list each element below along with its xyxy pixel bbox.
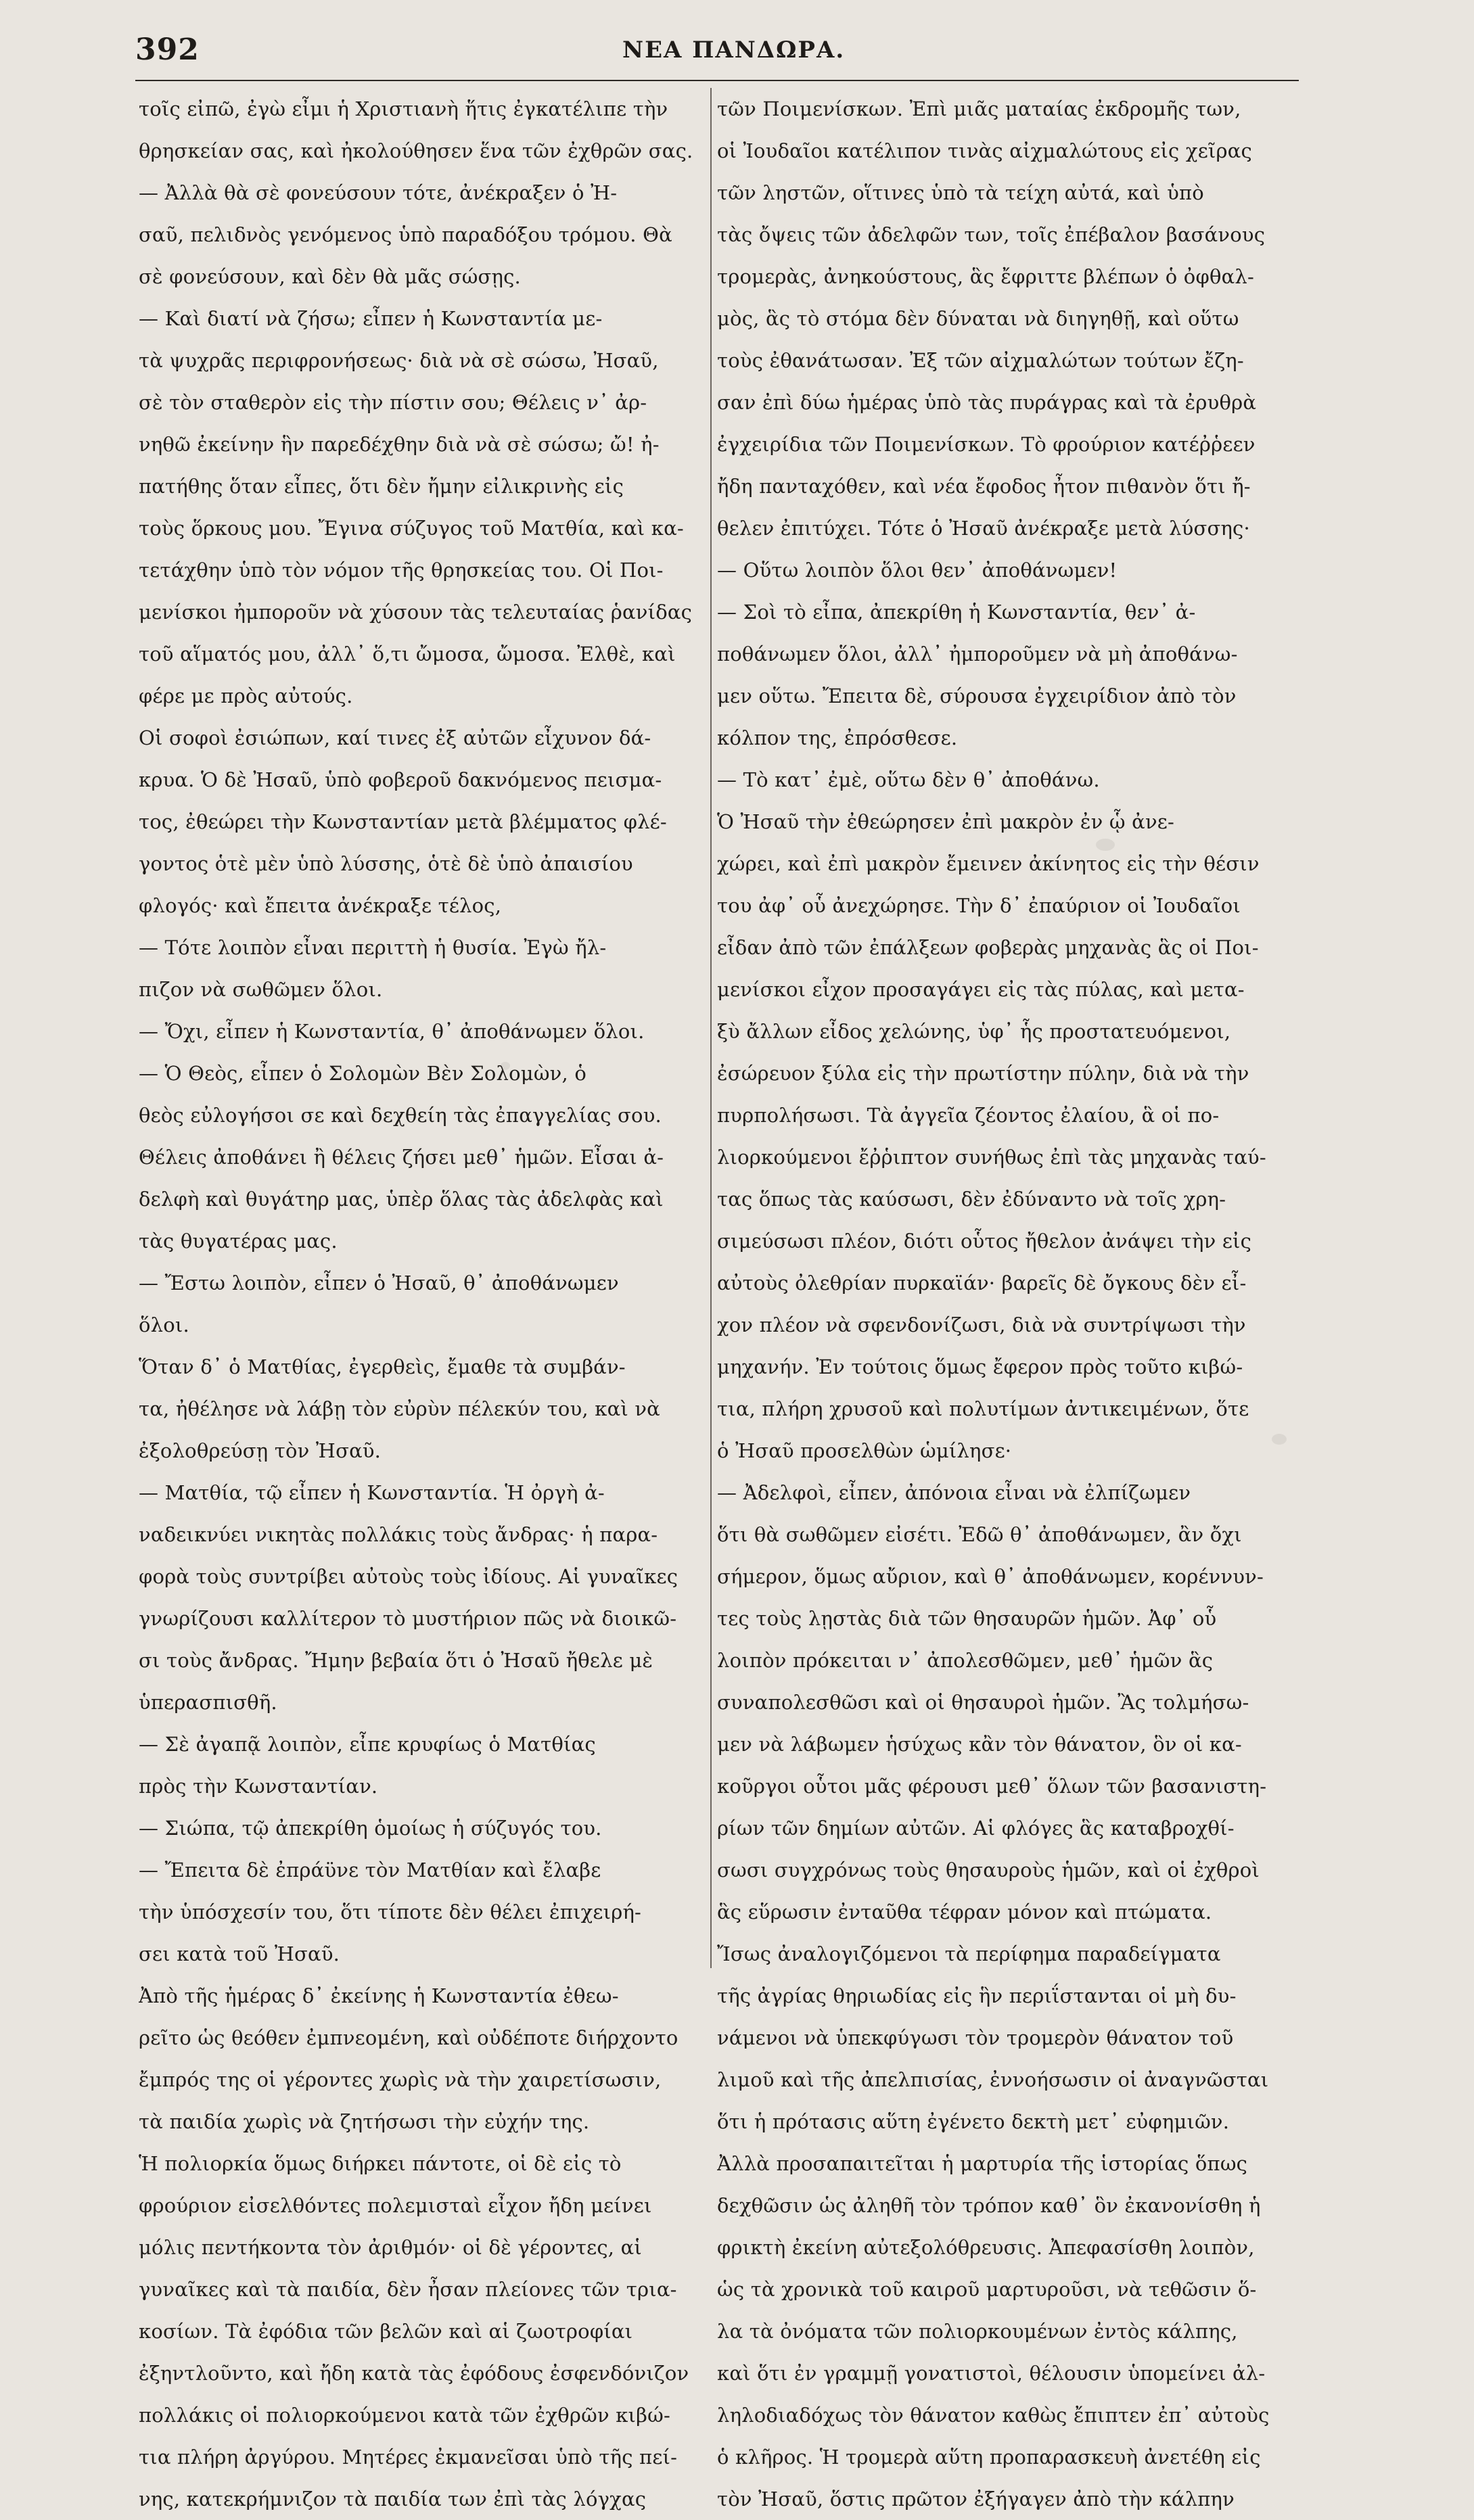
text-line: λα τὰ ὀνόματα τῶν πολιορκουμένων ἐντὸς κάλπης, bbox=[717, 2320, 1238, 2343]
text-line: — Τὸ κατ᾽ ἐμὲ, οὕτω δὲν θ᾽ ἀποθάνω. bbox=[717, 768, 1100, 791]
text-line: — Ὄχι, εἶπεν ἡ Κωνσταντία, θ᾽ ἀποθάνωμεν ὅλοι. bbox=[139, 1020, 645, 1043]
text-line: χον πλέον νὰ σφενδονίζωσι, διὰ νὰ συντρίψωσι τὴν bbox=[717, 1313, 1246, 1336]
text-line: τρομερὰς, ἀνηκούστους, ἃς ἔφριττε βλέπων ὁ ὀφθαλ- bbox=[717, 265, 1254, 288]
text-line: Ἀλλὰ προσαπαιτεῖται ἡ μαρτυρία τῆς ἱστορίας ὅπως bbox=[717, 2152, 1248, 2175]
text-line: πολλάκις οἱ πολιορκούμενοι κατὰ τῶν ἐχθρῶν κιβώ- bbox=[139, 2404, 670, 2427]
text-line: τὰ ψυχρᾶς περιφρονήσεως· διὰ νὰ σὲ σώσω, Ἠσαῦ, bbox=[139, 349, 659, 372]
text-line: σι τοὺς ἄνδρας. Ἤμην βεβαία ὅτι ὁ Ἠσαῦ ἤθελε μὲ bbox=[139, 1649, 653, 1672]
text-line: σει κατὰ τοῦ Ἠσαῦ. bbox=[139, 1942, 340, 1965]
text-line: μενίσκοι εἶχον προσαγάγει εἰς τὰς πύλας, καὶ μετα- bbox=[717, 978, 1245, 1001]
text-line: τῶν Ποιμενίσκων. Ἐπὶ μιᾶς ματαίας ἐκδρομῆς των, bbox=[717, 97, 1241, 120]
text-line: ἤδη πανταχόθεν, καὶ νέα ἔφοδος ἦτον πιθανὸν ὅτι ἤ- bbox=[717, 475, 1251, 498]
text-line: ἃς εὕρωσιν ἐνταῦθα τέφραν μόνον καὶ πτώματα. bbox=[717, 1900, 1212, 1923]
text-line: — Ματθία, τῷ εἶπεν ἡ Κωνσταντία. Ἡ ὀργὴ ἀ- bbox=[139, 1481, 605, 1504]
text-line: — Ἀλλὰ θὰ σὲ φονεύσουν τότε, ἀνέκραξεν ὁ Ἠ- bbox=[139, 181, 618, 204]
text-line: δεχθῶσιν ὡς ἀληθῆ τὸν τρόπον καθ᾽ ὃν ἐκανονίσθη ἡ bbox=[717, 2194, 1261, 2217]
text-line: νάμενοι νὰ ὑπεκφύγωσι τὸν τρομερὸν θάνατον τοῦ bbox=[717, 2026, 1234, 2049]
text-line: τὰς ὄψεις τῶν ἀδελφῶν των, τοῖς ἐπέβαλον βασάνους bbox=[717, 223, 1266, 246]
text-line: κρυα. Ὁ δὲ Ἠσαῦ, ὑπὸ φοβεροῦ δακνόμενος πεισμα- bbox=[139, 768, 662, 791]
text-line: ρεῖτο ὡς θεόθεν ἐμπνεομένη, καὶ οὐδέποτε διήρχοντο bbox=[139, 2026, 678, 2049]
text-line: Οἱ σοφοὶ ἐσιώπων, καί τινες ἐξ αὐτῶν εἶχυνον δά- bbox=[139, 726, 651, 749]
text-line: — Ἔστω λοιπὸν, εἶπεν ὁ Ἠσαῦ, θ᾽ ἀποθάνωμεν bbox=[139, 1271, 619, 1294]
text-line: λιορκούμενοι ἔῤῥιπτον συνήθως ἐπὶ τὰς μηχανὰς ταύ- bbox=[717, 1146, 1266, 1169]
text-line: τοῖς εἰπῶ, ἐγὼ εἶμι ἡ Χριστιανὴ ἥτις ἐγκατέλιπε τὴν bbox=[139, 97, 668, 120]
text-line: νηθῶ ἐκείνην ἣν παρεδέχθην διὰ νὰ σὲ σώσω; ὤ! ἠ- bbox=[139, 433, 660, 456]
page-number: 392 bbox=[135, 32, 200, 67]
text-line: ἐξολοθρεύσῃ τὸν Ἠσαῦ. bbox=[139, 1439, 382, 1462]
text-line: ἐγχειρίδια τῶν Ποιμενίσκων. Τὸ φρούριον κατέῤῥεεν bbox=[717, 433, 1256, 456]
text-line: σὲ φονεύσουν, καὶ δὲν θὰ μᾶς σώσῃς. bbox=[139, 265, 521, 288]
text-line: Ὁ Ἠσαῦ τὴν ἐθεώρησεν ἐπὶ μακρὸν ἐν ᾧ ἀνε- bbox=[717, 810, 1174, 833]
text-line: Ἡ πολιορκία ὅμως διήρκει πάντοτε, οἱ δὲ εἰς τὸ bbox=[139, 2152, 622, 2175]
text-line: τια, πλήρη χρυσοῦ καὶ πολυτίμων ἀντικειμένων, ὅτε bbox=[717, 1397, 1249, 1420]
text-line: ξὺ ἄλλων εἶδος χελώνης, ὑφ᾽ ἧς προστατευόμενοι, bbox=[717, 1020, 1231, 1043]
text-line: κόλπον της, ἐπρόσθεσε. bbox=[717, 726, 958, 749]
left-text-column bbox=[139, 88, 720, 2520]
text-line: θελεν ἐπιτύχει. Τότε ὁ Ἠσαῦ ἀνέκραξε μετὰ λύσσης· bbox=[717, 517, 1250, 540]
text-line: γοντος ὁτὲ μὲν ὑπὸ λύσσης, ὁτὲ δὲ ὑπὸ ἀπαισίου bbox=[139, 852, 633, 875]
text-line: — Ἀδελφοὶ, εἶπεν, ἀπόνοια εἶναι νὰ ἐλπίζωμεν bbox=[717, 1481, 1191, 1504]
text-line: ληλοδιαδόχως τὸν θάνατον καθὼς ἔπιπτεν ἐπ᾽ αὐτοὺς bbox=[717, 2404, 1270, 2427]
text-line: — Καὶ διατί νὰ ζήσω; εἶπεν ἡ Κωνσταντία με- bbox=[139, 307, 603, 330]
text-line: — Σιώπα, τῷ ἀπεκρίθη ὁμοίως ἡ σύζυγός του. bbox=[139, 1817, 602, 1840]
text-line: Θέλεις ἀποθάνει ἢ θέλεις ζήσει μεθ᾽ ἡμῶν. Εἶσαι ἀ- bbox=[139, 1146, 664, 1169]
text-line: σήμερον, ὅμως αὔριον, καὶ θ᾽ ἀποθάνωμεν, κορέννυν- bbox=[717, 1565, 1264, 1588]
text-line: ὁ Ἠσαῦ προσελθὼν ὡμίλησε· bbox=[717, 1439, 1012, 1462]
text-line: Ἀπὸ τῆς ἡμέρας δ᾽ ἐκείνης ἡ Κωνσταντία ἐθεω- bbox=[139, 1984, 619, 2007]
text-line: εἶδαν ἀπὸ τῶν ἐπάλξεων φοβερὰς μηχανὰς ἃς οἱ Ποι- bbox=[717, 936, 1259, 959]
text-line: θεὸς εὐλογήσοι σε καὶ δεχθείη τὰς ἐπαγγελίας σου. bbox=[139, 1104, 662, 1127]
text-line: μεν νὰ λάβωμεν ἡσύχως κἂν τὸν θάνατον, ὃν οἱ κα- bbox=[717, 1733, 1242, 1756]
text-line: ναδεικνύει νικητὰς πολλάκις τοὺς ἄνδρας· ἡ παρα- bbox=[139, 1523, 658, 1546]
text-line: τοὺς ἐθανάτωσαν. Ἐξ τῶν αἰχμαλώτων τούτων ἔζη- bbox=[717, 349, 1244, 372]
running-title: ΝΕΑ ΠΑΝΔΩΡΑ. bbox=[622, 37, 846, 64]
text-line: σωσι συγχρόνως τοὺς θησαυροὺς ἡμῶν, καὶ οἱ ἐχθροὶ bbox=[717, 1859, 1260, 1882]
text-line: οἱ Ἰουδαῖοι κατέλιπον τινὰς αἰχμαλώτους εἰς χεῖρας bbox=[717, 139, 1252, 162]
text-line: χώρει, καὶ ἐπὶ μακρὸν ἔμεινεν ἀκίνητος εἰς τὴν θέσιν bbox=[717, 852, 1260, 875]
header-rule bbox=[135, 80, 1299, 81]
text-line: του ἀφ᾽ οὗ ἀνεχώρησε. Τὴν δ᾽ ἐπαύριον οἱ Ἰουδαῖοι bbox=[717, 894, 1241, 917]
text-line: φλογός· καὶ ἔπειτα ἀνέκραξε τέλος, bbox=[139, 894, 502, 917]
text-line: ὡς τὰ χρονικὰ τοῦ καιροῦ μαρτυροῦσι, νὰ τεθῶσιν ὅ- bbox=[717, 2278, 1257, 2301]
text-line: — Τότε λοιπὸν εἶναι περιττὴ ἡ θυσία. Ἐγὼ ἤλ- bbox=[139, 936, 607, 959]
text-line: ὅλοι. bbox=[139, 1313, 189, 1336]
text-line: τια πλήρη ἀργύρου. Μητέρες ἐκμανεῖσαι ὑπὸ τῆς πεί- bbox=[139, 2446, 678, 2469]
text-line: αὐτοὺς ὀλεθρίαν πυρκαϊάν· βαρεῖς δὲ ὄγκους δὲν εἶ- bbox=[717, 1271, 1247, 1294]
text-line: σὲ τὸν σταθερὸν εἰς τὴν πίστιν σου; Θέλεις ν᾽ ἀρ- bbox=[139, 391, 647, 414]
text-line: ὑπερασπισθῆ. bbox=[139, 1691, 277, 1714]
text-line: θρησκείαν σας, καὶ ἠκολούθησεν ἕνα τῶν ἐχθρῶν σας. bbox=[139, 139, 693, 162]
text-line: πατήθης ὅταν εἶπες, ὅτι δὲν ἤμην εἰλικρινὴς εἰς bbox=[139, 475, 624, 498]
text-line: γνωρίζουσι καλλίτερον τὸ μυστήριον πῶς νὰ διοικῶ- bbox=[139, 1607, 677, 1630]
text-line: ρίων τῶν δημίων αὐτῶν. Αἱ φλόγες ἃς καταβροχθί- bbox=[717, 1817, 1235, 1840]
text-line: φορὰ τοὺς συντρίβει αὐτοὺς τοὺς ἰδίους. Αἱ γυναῖκες bbox=[139, 1565, 678, 1588]
column-divider bbox=[710, 88, 712, 1968]
text-line: φρούριον εἰσελθόντες πολεμισταὶ εἶχον ἤδη μείνει bbox=[139, 2194, 652, 2217]
text-line: μηχανήν. Ἐν τούτοις ὅμως ἔφερον πρὸς τοῦτο κιβώ- bbox=[717, 1355, 1243, 1378]
text-line: μόλις πεντήκοντα τὸν ἀριθμόν· οἱ δὲ γέροντες, αἱ bbox=[139, 2236, 642, 2259]
text-line: τα, ἠθέλησε νὰ λάβῃ τὸν εὐρὺν πέλεκύν του, καὶ νὰ bbox=[139, 1397, 660, 1420]
page-header bbox=[135, 32, 1299, 80]
text-line: κοσίων. Τὰ ἐφόδια τῶν βελῶν καὶ αἱ ζωοτροφίαι bbox=[139, 2320, 633, 2343]
text-line: συναπολεσθῶσι καὶ οἱ θησαυροὶ ἡμῶν. Ἂς τολμήσω- bbox=[717, 1691, 1249, 1714]
right-text-column bbox=[717, 88, 1299, 2520]
text-line: καὶ ὅτι ἐν γραμμῇ γονατιστοὶ, θέλουσιν ὑπομείνει ἀλ- bbox=[717, 2362, 1266, 2385]
text-line: σιμεύσωσι πλέον, διότι οὗτος ἤθελον ἀνάψει τὴν εἰς bbox=[717, 1230, 1252, 1253]
text-line: ἐσώρευον ξύλα εἰς τὴν πρωτίστην πύλην, διὰ νὰ τὴν bbox=[717, 1062, 1249, 1085]
text-line: μὸς, ἃς τὸ στόμα δὲν δύναται νὰ διηγηθῇ, καὶ οὕτω bbox=[717, 307, 1239, 330]
text-line: τῆς ἀγρίας θηριωδίας εἰς ἣν περιΐστανται οἱ μὴ δυ- bbox=[717, 1984, 1237, 2007]
text-line: ὅτι ἡ πρότασις αὕτη ἐγένετο δεκτὴ μετ᾽ εὐφημιῶν. bbox=[717, 2110, 1230, 2133]
text-line: πυρπολήσωσι. Τὰ ἀγγεῖα ζέοντος ἐλαίου, ἃ οἱ πο- bbox=[717, 1104, 1220, 1127]
text-line: — Σοὶ τὸ εἶπα, ἀπεκρίθη ἡ Κωνσταντία, θεν᾽ ἀ- bbox=[717, 601, 1196, 624]
text-line: τὴν ὑπόσχεσίν του, ὅτι τίποτε δὲν θέλει ἐπιχειρή- bbox=[139, 1900, 642, 1923]
text-line: ἐξηντλοῦντο, καὶ ἤδη κατὰ τὰς ἐφόδους ἐσφενδόνιζον bbox=[139, 2362, 689, 2385]
text-line: πρὸς τὴν Κωνσταντίαν. bbox=[139, 1775, 378, 1798]
text-line: — Οὕτω λοιπὸν ὅλοι θεν᾽ ἀποθάνωμεν! bbox=[717, 559, 1118, 582]
text-line: τος, ἐθεώρει τὴν Κωνσταντίαν μετὰ βλέμματος φλέ- bbox=[139, 810, 667, 833]
text-line: φέρε με πρὸς αὐτούς. bbox=[139, 684, 353, 707]
text-line: — Ὁ Θεὸς, εἶπεν ὁ Σολομὼν Βὲν Σολομὼν, ὁ bbox=[139, 1062, 586, 1085]
text-line: πιζον νὰ σωθῶμεν ὅλοι. bbox=[139, 978, 383, 1001]
text-line: φρικτὴ ἐκείνη αὐτεξολόθρευσις. Ἀπεφασίσθη λοιπὸν, bbox=[717, 2236, 1255, 2259]
text-line: ὁ κλῆρος. Ἡ τρομερὰ αὕτη προπαρασκευὴ ἀνετέθη εἰς bbox=[717, 2446, 1261, 2469]
text-line: ποθάνωμεν ὅλοι, ἀλλ᾽ ἠμποροῦμεν νὰ μὴ ἀποθάνω- bbox=[717, 643, 1238, 666]
text-line: γυναῖκες καὶ τὰ παιδία, δὲν ἦσαν πλείονες τῶν τρια- bbox=[139, 2278, 677, 2301]
text-line: τοὺς ὅρκους μου. Ἔγινα σύζυγος τοῦ Ματθία, καὶ κα- bbox=[139, 517, 684, 540]
text-line: τὰ παιδία χωρὶς νὰ ζητήσωσι τὴν εὐχήν της. bbox=[139, 2110, 590, 2133]
text-line: σαῦ, πελιδνὸς γενόμενος ὑπὸ παραδόξου τρόμου. Θὰ bbox=[139, 223, 672, 246]
text-line: τες τοὺς λῃστὰς διὰ τῶν θησαυρῶν ἡμῶν. Ἀφ᾽ οὗ bbox=[717, 1607, 1217, 1630]
text-line: ὅτι θὰ σωθῶμεν εἰσέτι. Ἐδῶ θ᾽ ἀποθάνωμεν, ἂν ὄχι bbox=[717, 1523, 1242, 1546]
text-line: — Σὲ ἀγαπᾷ λοιπὸν, εἶπε κρυφίως ὁ Ματθίας bbox=[139, 1733, 596, 1756]
text-line: τετάχθην ὑπὸ τὸν νόμον τῆς θρησκείας του. Οἱ Ποι- bbox=[139, 559, 664, 582]
text-line: τῶν ληστῶν, οἵτινες ὑπὸ τὰ τείχη αὐτά, καὶ ὑπὸ bbox=[717, 181, 1204, 204]
text-line: μεν οὕτω. Ἔπειτα δὲ, σύρουσα ἐγχειρίδιον ἀπὸ τὸν bbox=[717, 684, 1237, 707]
text-line: κοῦργοι οὗτοι μᾶς φέρουσι μεθ᾽ ὅλων τῶν βασανιστη- bbox=[717, 1775, 1267, 1798]
text-line: ἔμπρός της οἱ γέροντες χωρὶς νὰ τὴν χαιρετίσωσιν, bbox=[139, 2068, 662, 2091]
text-line: δελφὴ καὶ θυγάτηρ μας, ὑπὲρ ὅλας τὰς ἀδελφὰς καὶ bbox=[139, 1188, 664, 1211]
text-line: — Ἔπειτα δὲ ἐπράϋνε τὸν Ματθίαν καὶ ἔλαβε bbox=[139, 1859, 601, 1882]
text-line: λιμοῦ καὶ τῆς ἀπελπισίας, ἐννοήσωσιν οἱ ἀναγνῶσται bbox=[717, 2068, 1269, 2091]
text-line: μενίσκοι ἠμποροῦν νὰ χύσουν τὰς τελευταίας ῥανίδας bbox=[139, 601, 693, 624]
text-line: Ὅταν δ᾽ ὁ Ματθίας, ἐγερθεὶς, ἔμαθε τὰ συμβάν- bbox=[139, 1355, 626, 1378]
text-line: τὰς θυγατέρας μας. bbox=[139, 1230, 338, 1253]
text-line: τας ὅπως τὰς καύσωσι, δὲν ἐδύναντο νὰ τοῖς χρη- bbox=[717, 1188, 1226, 1211]
text-line: σαν ἐπὶ δύω ἡμέρας ὑπὸ τὰς πυράγρας καὶ τὰ ἐρυθρὰ bbox=[717, 391, 1257, 414]
text-line: νης, κατεκρήμνιζον τὰ παιδία των ἐπὶ τὰς λόγχας bbox=[139, 2488, 647, 2511]
text-line: λοιπὸν πρόκειται ν᾽ ἀπολεσθῶμεν, μεθ᾽ ἡμῶν ἃς bbox=[717, 1649, 1214, 1672]
text-line: Ἴσως ἀναλογιζόμενοι τὰ περίφημα παραδείγματα bbox=[717, 1942, 1221, 1965]
text-line: τὸν Ἠσαῦ, ὅστις πρῶτον ἐξήγαγεν ἀπὸ τὴν κάλπην bbox=[717, 2488, 1235, 2511]
text-line: τοῦ αἵματός μου, ἀλλ᾽ ὅ,τι ὤμοσα, ὤμοσα. Ἐλθὲ, καὶ bbox=[139, 643, 676, 666]
